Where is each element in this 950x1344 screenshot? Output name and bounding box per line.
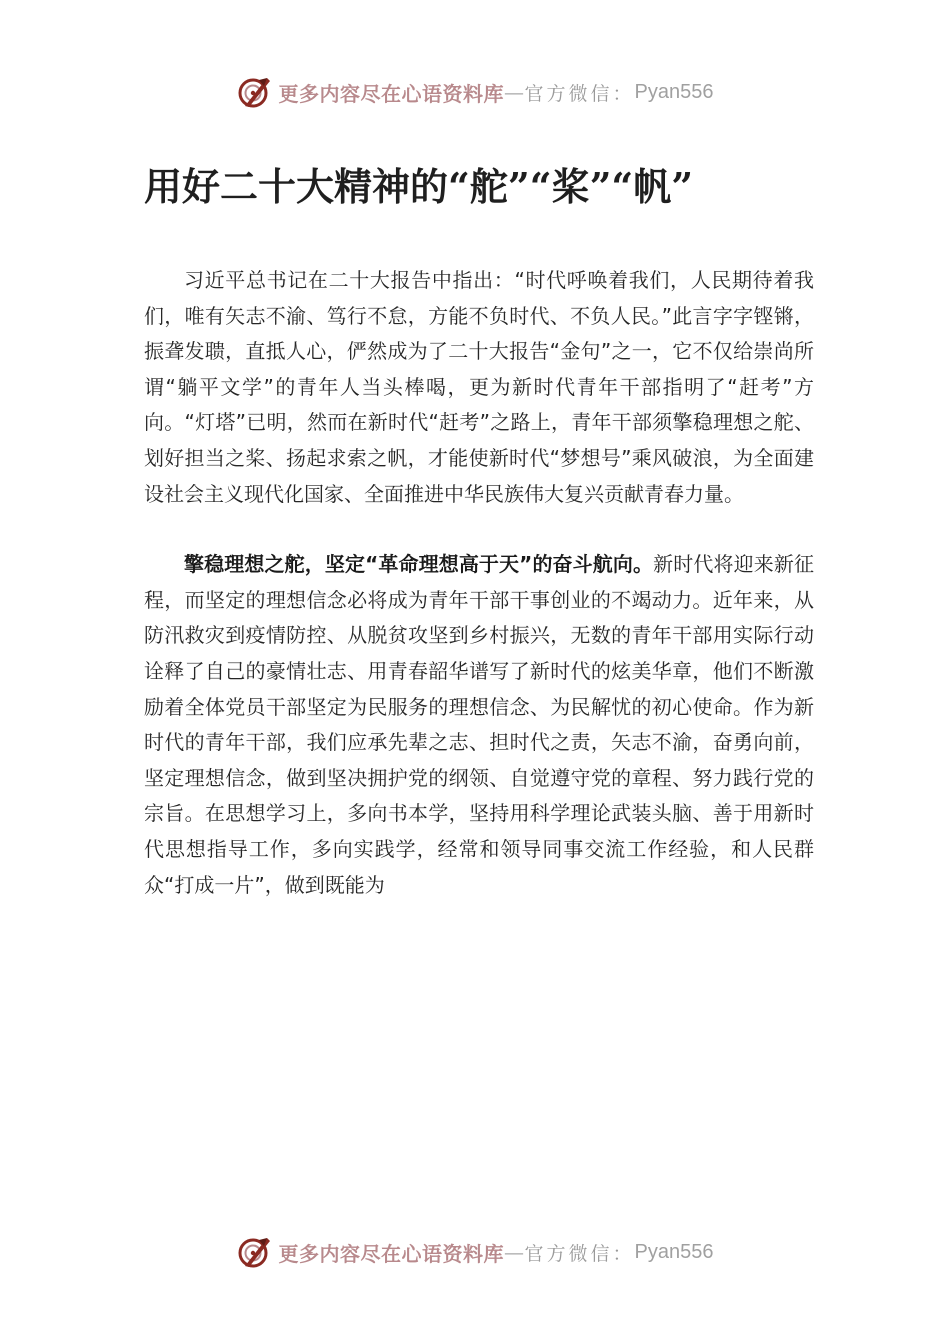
banner-wechat-id: Pyan556	[634, 1240, 714, 1263]
paragraph-rudder	[144, 547, 814, 903]
banner-brand-text: 更多内容尽在心语资料库	[278, 81, 504, 106]
paragraph-intro	[144, 263, 814, 512]
document-title: 用好二十大精神的“舵”“桨”“帆”	[144, 164, 694, 209]
footer-banner	[0, 1230, 950, 1274]
paragraph-text: 习近平总书记在二十大报告中指出：“时代呼唤着我们，人民期待着我们，唯有矢志不渝、笃行不怠，方能不负时代、不负人民。”此言字字铿锵，振聋发聩，直抵人心，俨然成为了二十大报告“金句”之一，它不仅给崇尚所谓“躺平文学”的青年人当头棒喝，更为新时代青年干部指明了“赶考”方向。“灯塔”已明，然而在新时代“赶考”之路上，青年干部须擎稳理想之舵、划好担当之桨、扬起求索之帆，才能使新时代“梦想号”乘风破浪，为全面建设社会主义现代化国家、全面推进中华民族伟大复兴贡献青春力量。	[144, 268, 814, 506]
quill-logo-icon	[237, 1234, 273, 1270]
banner-brand-text: 更多内容尽在心语资料库	[278, 1241, 504, 1266]
banner-official-label: 官方微信：	[524, 82, 635, 105]
paragraph-text: 新时代将迎来新征程，而坚定的理想信念必将成为青年干部干事创业的不竭动力。近年来，从防汛救灾到疫情防控、从脱贫攻坚到乡村振兴，无数的青年干部用实际行动诠释了自己的豪情壮志、用青春韶华谱写了新时代的炫美华章，他们不断激励着全体党员干部坚定为民服务的理想信念、为民解忧的初心使命。作为新时代的青年干部，我们应承先辈之志、担时代之责，矢志不渝，奋勇向前，坚定理想信念，做到坚决拥护党的纲领、自觉遵守党的章程、努力践行党的宗旨。在思想学习上，多向书本学，坚持用科学理论武装头脑、善于用新时代思想指导工作，多向实践学，经常和领导同事交流工作经验，和人民群众“打成一片”，做到既能为	[144, 552, 814, 897]
header-banner	[0, 70, 950, 114]
banner-wechat-id: Pyan556	[634, 80, 714, 103]
quill-logo-icon	[237, 74, 273, 110]
paragraph-lead: 擎稳理想之舵，坚定“革命理想高于天”的奋斗航向。	[184, 552, 654, 577]
banner-dash: —	[504, 80, 525, 104]
document-body	[144, 263, 814, 903]
banner-official-label: 官方微信：	[524, 1242, 635, 1265]
banner-dash: —	[504, 1240, 525, 1264]
